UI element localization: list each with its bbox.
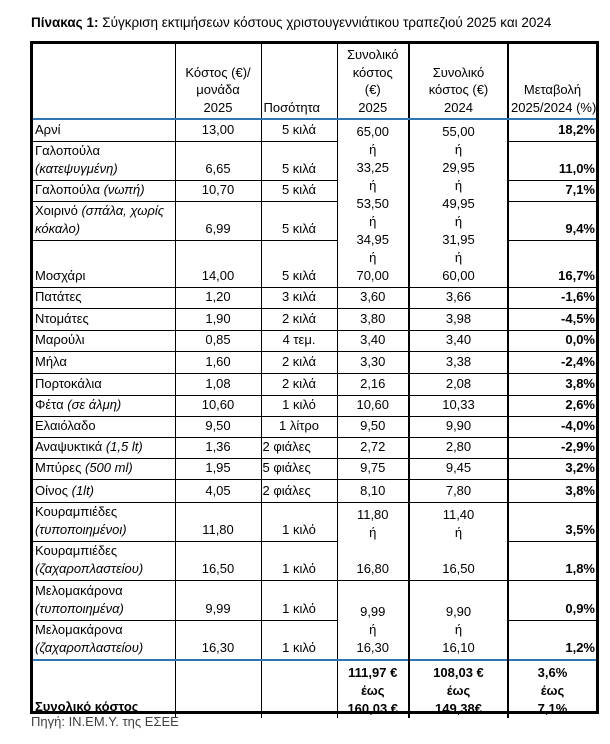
header-change [508,44,596,119]
quantity-cell: 2 κιλά [261,308,337,330]
unit-cost-cell: 6,65 [175,141,261,180]
total-2024-cell: 3,98 [409,308,508,330]
quantity-cell: 3 κιλά [261,287,337,308]
unit-cost-cell: 10,60 [175,395,261,416]
total-2024-cell: 3,40 [409,330,508,351]
change-cell: 3,5% [508,502,596,541]
change-cell: 1,2% [508,620,596,660]
item-note: (ζαχαροπλαστείου) [35,560,144,576]
item-note: (ζαχαροπλαστείου) [35,640,144,655]
value-line: ή [454,249,463,265]
item-name: Πατάτες [35,288,82,304]
value-line: 70,00 [356,267,390,283]
header-line: Συνολικό [346,47,399,62]
caption-text: Σύγκριση εκτιμήσεων κόστους χριστουγεννιάτικου τραπεζιού 2025 και 2024 [98,15,552,30]
quantity-cell: 1 κιλό [261,541,337,580]
item-note: (σε άλμη) [67,396,122,412]
item-note: (κατεψυγμένη) [35,160,118,176]
change-cell: 18,2% [508,119,596,141]
table-row [33,287,596,308]
item-cell [33,479,175,502]
table-row [33,180,596,201]
value-line: 16,80 [356,560,390,576]
table-row [33,620,596,660]
item-cell [33,502,175,541]
value-line: έως [446,683,471,698]
item-name: Ντομάτες [35,310,89,326]
item-cell [33,373,175,395]
value-line: ή [369,213,377,229]
header-line: κόστος (€) [428,82,489,97]
item-name: Γαλοπούλα [35,142,100,158]
total-2025-cell: 2,16 [337,373,409,395]
unit-cost-cell: 9,50 [175,416,261,437]
quantity-cell: 5 κιλά [261,240,337,287]
quantity-cell: 1 κιλό [261,395,337,416]
total-2024-cell: 7,80 [409,479,508,502]
value-line: 108,03 € [433,665,484,680]
header-line: (€) [364,82,381,97]
item-name: Κουραμπιέδες [35,503,118,519]
change-cell: 3,8% [508,479,596,502]
quantity-cell: 5 κιλά [261,180,337,201]
table-row [33,541,596,580]
unit-cost-cell: 14,00 [175,240,261,287]
table-row [33,580,596,620]
value-line: 34,95 [356,231,390,247]
value-line: ή [369,177,377,193]
total-2025-cell: 2,72 [337,437,409,458]
source-note: Πηγή: ΙΝ.ΕΜ.Υ. της ΕΣΕΕ [31,714,179,729]
header-item [33,44,175,119]
value-line: 31,95 [442,231,475,247]
item-cell [33,458,175,479]
value-line: ή [454,622,463,637]
total-2024-cell: 2,08 [409,373,508,395]
table-row [33,502,596,541]
unit-cost-cell: 4,05 [175,479,261,502]
item-note: (1,5 lt) [105,438,143,454]
table-row [33,437,596,458]
value-line: 16,10 [442,640,475,655]
change-cell: 1,8% [508,541,596,580]
change-cell: -2,4% [508,351,596,373]
table-row [33,240,596,287]
total-2024-cell: 9,90 [409,416,508,437]
value-line: 9,99 [360,604,386,619]
quantity-cell: 5 κιλά [261,119,337,141]
value-line: ή [369,524,377,540]
header-line: 2024 [444,99,473,115]
quantity-cell: 1 κιλό [261,620,337,660]
total-2024-range [409,660,508,718]
item-note: (τυποποιημένα) [35,600,124,616]
value-line: 33,25 [356,159,390,175]
item-name: Αναψυκτικά [35,438,103,454]
item-cell [33,395,175,416]
value-line: ή [369,141,377,157]
unit-cost-cell: 1,90 [175,308,261,330]
value-line: έως [360,683,385,698]
item-name: Μελομακάρονα [35,622,123,637]
header-total-2024 [409,44,508,119]
item-cell [33,180,175,201]
item-name: Γαλοπούλα [35,181,100,197]
change-cell: 9,4% [508,201,596,240]
header-line: κόστος [352,64,393,80]
value-line [340,542,407,560]
item-note: (τυποποιημένοι) [35,521,127,537]
item-cell [33,308,175,330]
change-cell: 0,9% [508,580,596,620]
item-name: Μπύρες [35,459,82,475]
change-cell: 0,0% [508,330,596,351]
item-cell [33,141,175,180]
item-note: (1lt) [71,482,95,498]
total-2025-cell: 8,10 [337,479,409,502]
item-name: Μαρούλι [35,331,85,347]
total-2025-cell: 10,60 [337,395,409,416]
unit-cost-cell: 6,99 [175,201,261,240]
unit-cost-cell: 1,08 [175,373,261,395]
table-row [33,458,596,479]
item-name: Μήλα [35,353,67,369]
item-name: Μελομακάρονα [35,582,123,598]
merged-total-2024-meat [409,119,508,287]
value-line: 160,03 € [347,701,399,716]
data-table [33,44,596,718]
header-line: Μεταβολή [523,82,582,97]
total-2025-cell: 3,40 [337,330,409,351]
unit-cost-cell: 0,85 [175,330,261,351]
item-name: Πορτοκάλια [35,375,102,391]
caption-label: Πίνακας 1: [31,15,99,30]
change-cell: -2,9% [508,437,596,458]
value-line: ή [454,524,463,540]
item-note: (νωπή) [103,181,145,197]
value-line: 111,97 € [348,665,398,680]
change-cell: 2,6% [508,395,596,416]
table-row [33,416,596,437]
header-line: μονάδα [196,82,240,97]
value-line: ή [369,622,377,637]
item-note: (σπάλα, χωρίς κόκαλο) [35,202,165,236]
header-line: Κόστος (€)/ [185,64,251,80]
item-cell [33,287,175,308]
unit-cost-cell: 16,50 [175,541,261,580]
value-line: ή [369,249,377,265]
quantity-cell: 5 φιάλες [261,458,337,479]
item-name: Μοσχάρι [35,267,86,283]
unit-cost-cell: 1,95 [175,458,261,479]
quantity-cell: 2 φιάλες [261,479,337,502]
quantity-cell: 5 κιλά [261,141,337,180]
value-line: έως [540,683,565,698]
total-2024-cell: 2,80 [409,437,508,458]
value-line: 53,50 [356,195,390,211]
item-cell [33,416,175,437]
merged-total-2025-kourampiedes [337,502,409,580]
total-empty-unit-cost [175,660,261,718]
total-2024-cell: 3,66 [409,287,508,308]
value-line: 11,80 [356,506,389,522]
table-row [33,395,596,416]
value-line: 60,00 [442,267,475,283]
item-cell [33,201,175,240]
table-row [33,308,596,330]
item-note: (500 ml) [85,459,133,475]
quantity-cell: 2 κιλά [261,373,337,395]
item-cell [33,351,175,373]
header-unit-cost [175,44,261,119]
table-row [33,479,596,502]
total-2025-cell: 3,60 [337,287,409,308]
value-line: 16,30 [356,640,390,655]
change-cell: 3,8% [508,373,596,395]
item-cell [33,119,175,141]
value-line: 16,50 [442,560,475,576]
quantity-cell: 1 κιλό [261,502,337,541]
quantity-cell: 4 τεμ. [261,330,337,351]
value-line: 55,00 [442,123,475,139]
value-line: 49,95 [442,195,475,211]
total-2025-range [337,660,409,718]
value-line: ή [454,177,463,193]
unit-cost-cell: 1,60 [175,351,261,373]
unit-cost-cell: 1,20 [175,287,261,308]
table-row [33,141,596,180]
table-row [33,330,596,351]
header-row [33,44,596,119]
quantity-cell: 2 φιάλες [261,437,337,458]
item-name: Χοιρινό [35,202,78,218]
change-cell: 7,1% [508,180,596,201]
value-line: ή [454,213,463,229]
change-cell: 11,0% [508,141,596,180]
total-2025-cell: 9,75 [337,458,409,479]
item-name: Φέτα [35,396,64,412]
merged-total-2024-kourampiedes [409,502,508,580]
unit-cost-cell: 1,36 [175,437,261,458]
total-2025-cell: 9,50 [337,416,409,437]
item-cell [33,330,175,351]
item-cell [33,437,175,458]
header-line: Συνολικό [432,64,485,80]
unit-cost-cell: 9,99 [175,580,261,620]
total-2024-cell: 3,38 [409,351,508,373]
header-quantity: Ποσότητα [261,44,337,119]
value-line: 9,90 [445,604,472,619]
unit-cost-cell: 10,70 [175,180,261,201]
merged-total-2025-meat [337,119,409,287]
value-line: 65,00 [356,123,390,139]
change-cell: 16,7% [508,240,596,287]
header-line: 2025 [358,99,388,115]
total-row [33,660,596,718]
total-empty-quantity [261,660,337,718]
total-change-range [508,660,596,718]
value-line: ή [454,141,463,157]
quantity-cell: 2 κιλά [261,351,337,373]
item-cell [33,240,175,287]
change-cell: -4,0% [508,416,596,437]
header-total-2025 [337,44,409,119]
change-cell: -4,5% [508,308,596,330]
unit-cost-cell: 11,80 [175,502,261,541]
quantity-cell: 5 κιλά [261,201,337,240]
quantity-cell: 1 κιλό [261,580,337,620]
item-name: Ελαιόλαδο [35,417,96,433]
total-2025-cell: 3,80 [337,308,409,330]
value-line: 3,6% [537,665,568,680]
table-row [33,373,596,395]
total-2025-cell: 3,30 [337,351,409,373]
value-line: 7,1% [537,701,568,716]
table-row [33,119,596,141]
quantity-cell: 1 λίτρο [261,416,337,437]
table-caption [31,15,551,31]
value-line: 11,40 [442,506,475,522]
item-cell [33,580,175,620]
table-row [33,351,596,373]
item-cell [33,620,175,660]
unit-cost-cell: 16,30 [175,620,261,660]
value-line [412,542,505,560]
change-cell: 3,2% [508,458,596,479]
change-cell: -1,6% [508,287,596,308]
table-row [33,201,596,240]
merged-total-2024-melomakarona [409,580,508,660]
cost-comparison-table [30,41,599,714]
total-2024-cell: 10,33 [409,395,508,416]
item-cell [33,541,175,580]
header-line: 2025/2024 (%) [511,99,596,115]
header-line: 2025 [203,99,233,115]
merged-total-2025-melomakarona [337,580,409,660]
value-line: 29,95 [442,159,475,175]
total-2024-cell: 9,45 [409,458,508,479]
item-name: Κουραμπιέδες [35,542,118,558]
item-name: Αρνί [35,121,61,137]
unit-cost-cell: 13,00 [175,119,261,141]
value-line: 149,38€ [435,701,482,716]
total-label: Συνολικό κόστος [33,660,175,718]
item-name: Οίνος [35,482,68,498]
